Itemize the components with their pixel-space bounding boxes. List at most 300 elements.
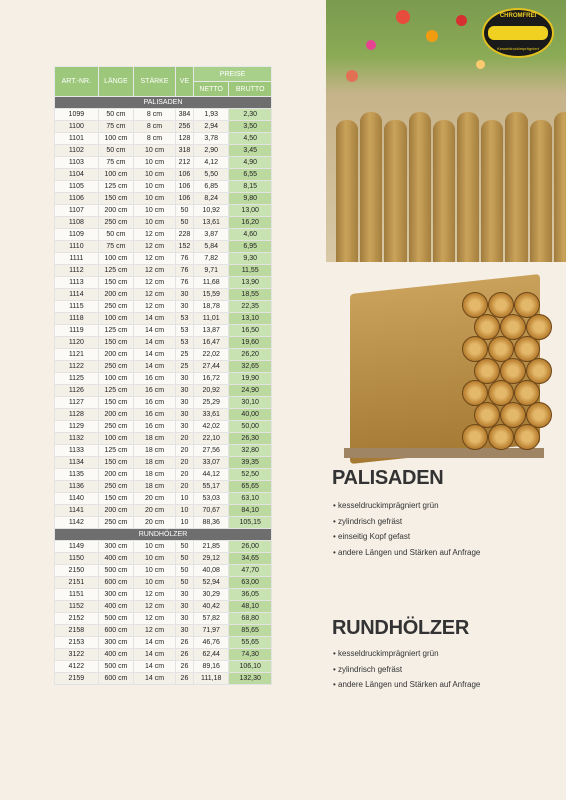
cell-netto: 46,76 <box>194 637 229 649</box>
cell-netto: 21,85 <box>194 541 229 553</box>
cell-art-nr: 1126 <box>55 385 99 397</box>
cell-netto: 29,12 <box>194 553 229 565</box>
cell-laenge: 150 cm <box>98 277 134 289</box>
cell-ve: 384 <box>175 109 193 121</box>
cell-staerke: 10 cm <box>134 205 176 217</box>
cell-art-nr: 1103 <box>55 157 99 169</box>
cell-staerke: 8 cm <box>134 133 176 145</box>
cell-netto: 9,71 <box>194 265 229 277</box>
cell-art-nr: 1132 <box>55 433 99 445</box>
cell-staerke: 14 cm <box>134 313 176 325</box>
cell-staerke: 18 cm <box>134 481 176 493</box>
cell-art-nr: 1119 <box>55 325 99 337</box>
cell-brutto: 8,15 <box>229 181 272 193</box>
cell-netto: 8,24 <box>194 193 229 205</box>
cell-ve: 53 <box>175 337 193 349</box>
cell-staerke: 12 cm <box>134 241 176 253</box>
cell-art-nr: 1134 <box>55 457 99 469</box>
feature-item: • kesseldruckimprägniert grün <box>333 646 480 662</box>
cell-brutto: 32,80 <box>229 445 272 457</box>
cell-netto: 71,97 <box>194 625 229 637</box>
cell-netto: 55,17 <box>194 481 229 493</box>
cell-netto: 5,84 <box>194 241 229 253</box>
cell-staerke: 10 cm <box>134 193 176 205</box>
table-row <box>55 253 272 265</box>
cell-laenge: 150 cm <box>98 457 134 469</box>
cell-ve: 106 <box>175 181 193 193</box>
cell-art-nr: 1133 <box>55 445 99 457</box>
table-row <box>55 337 272 349</box>
cell-laenge: 150 cm <box>98 193 134 205</box>
table-row <box>55 289 272 301</box>
cell-ve: 30 <box>175 373 193 385</box>
cell-staerke: 12 cm <box>134 253 176 265</box>
cell-netto: 42,02 <box>194 421 229 433</box>
cell-art-nr: 1108 <box>55 217 99 229</box>
cell-art-nr: 1099 <box>55 109 99 121</box>
cell-ve: 30 <box>175 409 193 421</box>
cell-laenge: 100 cm <box>98 133 134 145</box>
cell-brutto: 63,00 <box>229 577 272 589</box>
cell-netto: 40,42 <box>194 601 229 613</box>
cell-netto: 33,07 <box>194 457 229 469</box>
cell-ve: 50 <box>175 205 193 217</box>
cell-brutto: 13,10 <box>229 313 272 325</box>
cell-laenge: 600 cm <box>98 577 134 589</box>
cell-brutto: 34,65 <box>229 553 272 565</box>
cell-staerke: 10 cm <box>134 541 176 553</box>
cell-art-nr: 1152 <box>55 601 99 613</box>
cell-brutto: 16,50 <box>229 325 272 337</box>
cell-laenge: 50 cm <box>98 145 134 157</box>
cell-staerke: 14 cm <box>134 361 176 373</box>
cell-laenge: 600 cm <box>98 673 134 685</box>
cell-brutto: 19,60 <box>229 337 272 349</box>
cell-ve: 50 <box>175 217 193 229</box>
feature-item: • zylindrisch gefräst <box>333 514 480 530</box>
cell-ve: 26 <box>175 637 193 649</box>
cell-brutto: 68,80 <box>229 613 272 625</box>
cell-brutto: 106,10 <box>229 661 272 673</box>
cell-brutto: 19,90 <box>229 373 272 385</box>
cell-laenge: 100 cm <box>98 433 134 445</box>
cell-brutto: 6,95 <box>229 241 272 253</box>
cell-art-nr: 1128 <box>55 409 99 421</box>
table-row <box>55 661 272 673</box>
cell-art-nr: 1101 <box>55 133 99 145</box>
cell-brutto: 74,30 <box>229 649 272 661</box>
cell-art-nr: 1107 <box>55 205 99 217</box>
table-row <box>55 493 272 505</box>
cell-art-nr: 1111 <box>55 253 99 265</box>
cell-laenge: 300 cm <box>98 637 134 649</box>
cell-ve: 50 <box>175 541 193 553</box>
cell-netto: 4,12 <box>194 157 229 169</box>
cell-ve: 128 <box>175 133 193 145</box>
table-row <box>55 445 272 457</box>
price-table <box>54 66 272 685</box>
cell-ve: 30 <box>175 385 193 397</box>
cell-ve: 20 <box>175 457 193 469</box>
cell-staerke: 16 cm <box>134 373 176 385</box>
cell-laenge: 125 cm <box>98 181 134 193</box>
cell-laenge: 125 cm <box>98 265 134 277</box>
cell-ve: 228 <box>175 229 193 241</box>
cell-netto: 22,10 <box>194 433 229 445</box>
feature-item: • einseitig Kopf gefast <box>333 529 480 545</box>
cell-netto: 52,94 <box>194 577 229 589</box>
cell-staerke: 14 cm <box>134 673 176 685</box>
cell-netto: 1,93 <box>194 109 229 121</box>
cell-staerke: 12 cm <box>134 277 176 289</box>
cell-staerke: 10 cm <box>134 565 176 577</box>
table-row <box>55 301 272 313</box>
cell-staerke: 16 cm <box>134 409 176 421</box>
cell-netto: 11,68 <box>194 277 229 289</box>
cell-laenge: 150 cm <box>98 397 134 409</box>
table-row <box>55 517 272 529</box>
table-row <box>55 277 272 289</box>
table-row <box>55 625 272 637</box>
cell-brutto: 26,20 <box>229 349 272 361</box>
cell-laenge: 100 cm <box>98 169 134 181</box>
table-row <box>55 313 272 325</box>
cell-ve: 106 <box>175 193 193 205</box>
cell-staerke: 12 cm <box>134 301 176 313</box>
feature-item: • kesseldruckimprägniert grün <box>333 498 480 514</box>
cell-staerke: 8 cm <box>134 121 176 133</box>
cell-ve: 212 <box>175 157 193 169</box>
cell-laenge: 75 cm <box>98 157 134 169</box>
cell-netto: 2,94 <box>194 121 229 133</box>
cell-ve: 10 <box>175 505 193 517</box>
cell-ve: 50 <box>175 553 193 565</box>
table-row <box>55 601 272 613</box>
table-row <box>55 397 272 409</box>
cell-laenge: 200 cm <box>98 409 134 421</box>
cell-art-nr: 2152 <box>55 613 99 625</box>
cell-ve: 20 <box>175 445 193 457</box>
cell-art-nr: 2153 <box>55 637 99 649</box>
cell-laenge: 125 cm <box>98 385 134 397</box>
cell-art-nr: 3122 <box>55 649 99 661</box>
cell-art-nr: 1125 <box>55 373 99 385</box>
cell-staerke: 16 cm <box>134 397 176 409</box>
palisaden-title: PALISADEN <box>332 467 444 489</box>
cell-staerke: 16 cm <box>134 421 176 433</box>
cell-ve: 152 <box>175 241 193 253</box>
cell-staerke: 12 cm <box>134 289 176 301</box>
cell-laenge: 500 cm <box>98 613 134 625</box>
col-staerke: STÄRKE <box>134 67 176 97</box>
cell-brutto: 4,50 <box>229 133 272 145</box>
cell-brutto: 30,10 <box>229 397 272 409</box>
cell-netto: 89,16 <box>194 661 229 673</box>
cell-art-nr: 1105 <box>55 181 99 193</box>
cell-art-nr: 1115 <box>55 301 99 313</box>
cell-netto: 88,36 <box>194 517 229 529</box>
cell-ve: 76 <box>175 253 193 265</box>
cell-laenge: 125 cm <box>98 445 134 457</box>
cell-staerke: 14 cm <box>134 661 176 673</box>
cell-art-nr: 1140 <box>55 493 99 505</box>
cell-art-nr: 1104 <box>55 169 99 181</box>
feature-item: • andere Längen und Stärken auf Anfrage <box>333 677 480 693</box>
cell-staerke: 10 cm <box>134 169 176 181</box>
cell-brutto: 32,65 <box>229 361 272 373</box>
cell-art-nr: 1141 <box>55 505 99 517</box>
cell-netto: 62,44 <box>194 649 229 661</box>
cell-netto: 13,87 <box>194 325 229 337</box>
cell-brutto: 3,50 <box>229 121 272 133</box>
cell-staerke: 18 cm <box>134 445 176 457</box>
cell-netto: 22,02 <box>194 349 229 361</box>
table-row <box>55 409 272 421</box>
cell-ve: 30 <box>175 301 193 313</box>
cell-staerke: 12 cm <box>134 229 176 241</box>
table-row <box>55 217 272 229</box>
cell-ve: 10 <box>175 493 193 505</box>
cell-laenge: 125 cm <box>98 325 134 337</box>
cell-art-nr: 2158 <box>55 625 99 637</box>
log-end <box>488 424 514 450</box>
cell-netto: 57,82 <box>194 613 229 625</box>
cell-ve: 30 <box>175 397 193 409</box>
cell-netto: 3,87 <box>194 229 229 241</box>
cell-staerke: 10 cm <box>134 157 176 169</box>
cell-brutto: 9,30 <box>229 253 272 265</box>
cell-art-nr: 1151 <box>55 589 99 601</box>
cell-laenge: 250 cm <box>98 421 134 433</box>
cell-netto: 25,29 <box>194 397 229 409</box>
cell-brutto: 55,65 <box>229 637 272 649</box>
cell-art-nr: 1109 <box>55 229 99 241</box>
cell-staerke: 18 cm <box>134 457 176 469</box>
cell-brutto: 39,35 <box>229 457 272 469</box>
cell-brutto: 26,30 <box>229 433 272 445</box>
cell-laenge: 150 cm <box>98 337 134 349</box>
logo-text: CHROMFREI <box>499 13 537 19</box>
cell-staerke: 20 cm <box>134 517 176 529</box>
cell-netto: 33,61 <box>194 409 229 421</box>
cell-ve: 76 <box>175 265 193 277</box>
cell-ve: 10 <box>175 517 193 529</box>
col-preise: PREISE <box>194 67 272 82</box>
cell-brutto: 105,15 <box>229 517 272 529</box>
cell-laenge: 200 cm <box>98 505 134 517</box>
col-netto: NETTO <box>194 82 229 97</box>
cell-netto: 53,03 <box>194 493 229 505</box>
cell-netto: 7,82 <box>194 253 229 265</box>
cell-brutto: 4,60 <box>229 229 272 241</box>
col-ve: VE <box>175 67 193 97</box>
cell-ve: 50 <box>175 565 193 577</box>
cell-brutto: 9,80 <box>229 193 272 205</box>
cell-netto: 2,90 <box>194 145 229 157</box>
cell-brutto: 85,65 <box>229 625 272 637</box>
cell-staerke: 14 cm <box>134 337 176 349</box>
table-row <box>55 565 272 577</box>
cell-ve: 25 <box>175 349 193 361</box>
table-row <box>55 229 272 241</box>
cell-ve: 20 <box>175 469 193 481</box>
cell-netto: 11,01 <box>194 313 229 325</box>
table-row <box>55 589 272 601</box>
cell-brutto: 36,05 <box>229 589 272 601</box>
cell-art-nr: 1142 <box>55 517 99 529</box>
cell-brutto: 16,20 <box>229 217 272 229</box>
cell-staerke: 10 cm <box>134 145 176 157</box>
table-row <box>55 637 272 649</box>
cell-staerke: 10 cm <box>134 217 176 229</box>
table-row <box>55 205 272 217</box>
cell-brutto: 84,10 <box>229 505 272 517</box>
col-laenge: LÄNGE <box>98 67 134 97</box>
table-row <box>55 145 272 157</box>
cell-ve: 30 <box>175 613 193 625</box>
cell-staerke: 16 cm <box>134 385 176 397</box>
cell-laenge: 75 cm <box>98 121 134 133</box>
cell-laenge: 100 cm <box>98 373 134 385</box>
cell-ve: 53 <box>175 313 193 325</box>
table-row <box>55 505 272 517</box>
cell-staerke: 10 cm <box>134 181 176 193</box>
cell-art-nr: 2159 <box>55 673 99 685</box>
cell-art-nr: 2151 <box>55 577 99 589</box>
cell-brutto: 48,10 <box>229 601 272 613</box>
col-art: ART.-NR. <box>55 67 99 97</box>
cell-laenge: 500 cm <box>98 661 134 673</box>
cell-staerke: 14 cm <box>134 349 176 361</box>
cell-netto: 10,92 <box>194 205 229 217</box>
table-row <box>55 649 272 661</box>
cell-staerke: 12 cm <box>134 265 176 277</box>
table-row <box>55 613 272 625</box>
cell-ve: 30 <box>175 289 193 301</box>
cell-brutto: 2,30 <box>229 109 272 121</box>
table-row <box>55 133 272 145</box>
cell-staerke: 14 cm <box>134 649 176 661</box>
table-row <box>55 349 272 361</box>
table-row <box>55 577 272 589</box>
table-row <box>55 325 272 337</box>
cell-staerke: 10 cm <box>134 577 176 589</box>
cell-art-nr: 1106 <box>55 193 99 205</box>
cell-netto: 16,72 <box>194 373 229 385</box>
cell-laenge: 150 cm <box>98 493 134 505</box>
cell-laenge: 300 cm <box>98 541 134 553</box>
cell-brutto: 6,55 <box>229 169 272 181</box>
cell-staerke: 12 cm <box>134 625 176 637</box>
log-end <box>462 424 488 450</box>
table-row <box>55 673 272 685</box>
cell-ve: 30 <box>175 589 193 601</box>
cell-brutto: 52,50 <box>229 469 272 481</box>
cell-brutto: 13,00 <box>229 205 272 217</box>
table-row <box>55 553 272 565</box>
cell-brutto: 63,10 <box>229 493 272 505</box>
cell-laenge: 400 cm <box>98 649 134 661</box>
cell-brutto: 50,00 <box>229 421 272 433</box>
cell-staerke: 12 cm <box>134 589 176 601</box>
cell-netto: 44,12 <box>194 469 229 481</box>
cell-art-nr: 1118 <box>55 313 99 325</box>
palisade-posts <box>336 112 566 262</box>
palisaden-features <box>333 498 480 560</box>
cell-staerke: 14 cm <box>134 325 176 337</box>
cell-brutto: 22,35 <box>229 301 272 313</box>
cell-ve: 25 <box>175 361 193 373</box>
cell-netto: 3,78 <box>194 133 229 145</box>
cell-staerke: 18 cm <box>134 433 176 445</box>
cell-laenge: 100 cm <box>98 313 134 325</box>
cell-netto: 27,44 <box>194 361 229 373</box>
cell-art-nr: 1121 <box>55 349 99 361</box>
table-row <box>55 109 272 121</box>
table-row <box>55 265 272 277</box>
chromfrei-logo <box>482 8 554 58</box>
cell-art-nr: 1110 <box>55 241 99 253</box>
cell-laenge: 500 cm <box>98 565 134 577</box>
cell-brutto: 18,55 <box>229 289 272 301</box>
wood-stack-photo <box>344 272 554 462</box>
cell-ve: 76 <box>175 277 193 289</box>
section-header: RUNDHÖLZER <box>55 529 272 541</box>
cell-brutto: 132,30 <box>229 673 272 685</box>
table-row <box>55 433 272 445</box>
cell-staerke: 12 cm <box>134 601 176 613</box>
cell-laenge: 300 cm <box>98 589 134 601</box>
cell-brutto: 13,90 <box>229 277 272 289</box>
cell-staerke: 14 cm <box>134 637 176 649</box>
cell-netto: 15,59 <box>194 289 229 301</box>
cell-art-nr: 2150 <box>55 565 99 577</box>
cell-brutto: 65,65 <box>229 481 272 493</box>
table-row <box>55 121 272 133</box>
cell-art-nr: 1127 <box>55 397 99 409</box>
cell-art-nr: 1150 <box>55 553 99 565</box>
cell-staerke: 20 cm <box>134 493 176 505</box>
cell-ve: 256 <box>175 121 193 133</box>
table-row <box>55 157 272 169</box>
cell-ve: 20 <box>175 481 193 493</box>
table-row <box>55 457 272 469</box>
cell-laenge: 200 cm <box>98 469 134 481</box>
cell-laenge: 75 cm <box>98 241 134 253</box>
cell-laenge: 100 cm <box>98 253 134 265</box>
cell-laenge: 250 cm <box>98 217 134 229</box>
cell-netto: 20,92 <box>194 385 229 397</box>
cell-art-nr: 1120 <box>55 337 99 349</box>
cell-art-nr: 1113 <box>55 277 99 289</box>
cell-netto: 40,08 <box>194 565 229 577</box>
cell-ve: 26 <box>175 649 193 661</box>
cell-laenge: 200 cm <box>98 289 134 301</box>
cell-staerke: 8 cm <box>134 109 176 121</box>
cell-netto: 70,67 <box>194 505 229 517</box>
cell-brutto: 4,90 <box>229 157 272 169</box>
cell-ve: 30 <box>175 625 193 637</box>
cell-laenge: 50 cm <box>98 229 134 241</box>
cell-laenge: 250 cm <box>98 301 134 313</box>
col-brutto: BRUTTO <box>229 82 272 97</box>
table-row <box>55 193 272 205</box>
table-row <box>55 541 272 553</box>
cell-netto: 30,29 <box>194 589 229 601</box>
cell-staerke: 18 cm <box>134 469 176 481</box>
table-row <box>55 469 272 481</box>
cell-art-nr: 1102 <box>55 145 99 157</box>
